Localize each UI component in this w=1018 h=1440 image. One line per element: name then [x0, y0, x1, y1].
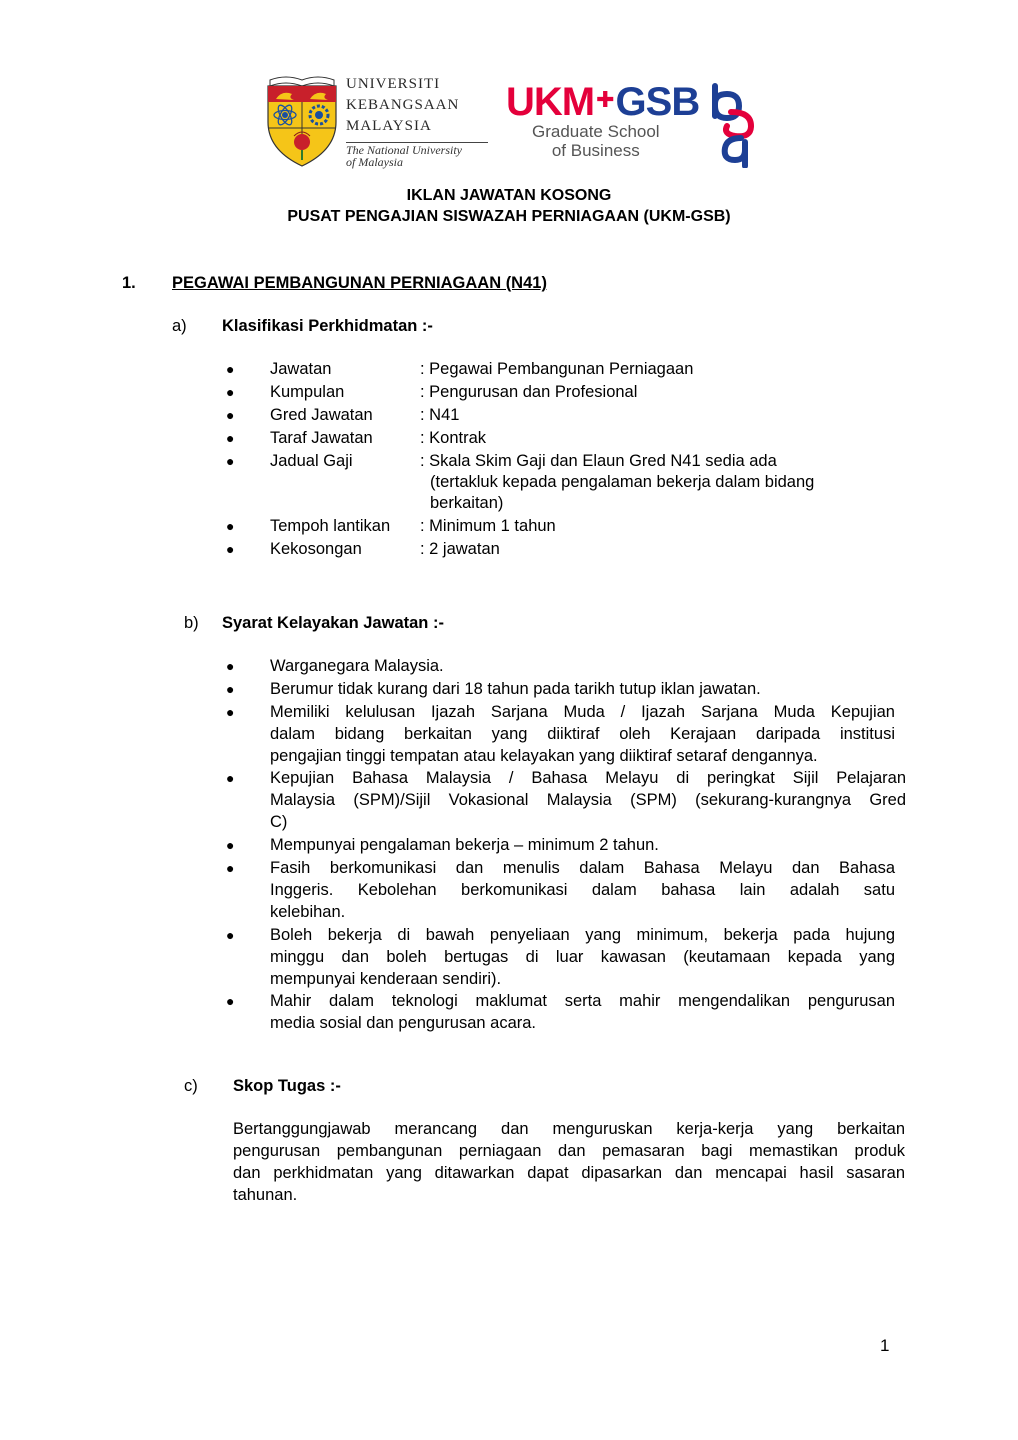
syarat-item: Warganegara Malaysia. — [270, 657, 444, 675]
bullet-icon: ● — [226, 430, 235, 446]
gsb-brand-left: UKM — [506, 80, 595, 124]
bullet-icon: ● — [226, 927, 235, 943]
gsb-subtitle — [532, 122, 660, 160]
syarat-item: Mahir dalam teknologi maklumat serta mahir mengendalikan pengurusan — [270, 992, 895, 1010]
skop-line: Bertanggungjawab merancang dan menguruskan kerja-kerja yang berkaitan — [233, 1120, 905, 1138]
ukm-subtitle — [346, 144, 462, 168]
klasifikasi-label: Kekosongan — [270, 540, 362, 558]
klasifikasi-label: Gred Jawatan — [270, 406, 373, 424]
ukm-name-line2: KEBANGSAAN — [346, 97, 460, 113]
klasifikasi-value: : Skala Skim Gaji dan Elaun Gred N41 sedia ada — [420, 452, 777, 470]
skop-line: dan perkhidmatan yang ditawarkan dapat dipasarkan dan mencapai hasil sasaran — [233, 1164, 905, 1182]
klasifikasi-label: Jadual Gaji — [270, 452, 353, 470]
ukm-name-line1: UNIVERSITI — [346, 76, 441, 92]
section-number: 1. — [122, 274, 136, 292]
klasifikasi-value: : N41 — [420, 406, 460, 424]
syarat-heading: Syarat Kelayakan Jawatan :- — [222, 614, 444, 632]
skop-line: tahunan. — [233, 1186, 298, 1204]
klasifikasi-value-cont: berkaitan) — [430, 494, 504, 512]
ukm-crest-icon — [264, 72, 340, 168]
klasifikasi-value-cont: (tertakluk kepada pengalaman bekerja dalam bidang — [430, 473, 815, 491]
klasifikasi-label: Jawatan — [270, 360, 332, 378]
syarat-letter: b) — [184, 614, 199, 632]
klasifikasi-value: : Pengurusan dan Profesional — [420, 383, 638, 401]
bullet-icon: ● — [226, 407, 235, 423]
ukm-logo — [264, 72, 490, 172]
skop-heading: Skop Tugas :- — [233, 1077, 341, 1095]
klasifikasi-value: : Kontrak — [420, 429, 487, 447]
syarat-item: Kepujian Bahasa Malaysia / Bahasa Melayu di peringkat Sijil Pelajaran — [270, 769, 906, 787]
klasifikasi-letter: a) — [172, 317, 187, 335]
gsb-subtitle-line2: of Business — [551, 141, 640, 160]
klasifikasi-heading: Klasifikasi Perkhidmatan :- — [222, 317, 433, 335]
syarat-item: Memiliki kelulusan Ijazah Sarjana Muda / Ijazah Sarjana Muda Kepujian — [270, 703, 895, 721]
gsb-swirl-icon — [701, 82, 761, 168]
syarat-item-cont: media sosial dan pengurusan acara. — [270, 1014, 537, 1032]
gsb-brand-right: GSB — [615, 80, 700, 124]
ukm-name-line3: MALAYSIA — [346, 118, 432, 134]
klasifikasi-value: : Pegawai Pembangunan Perniagaan — [420, 360, 694, 378]
syarat-item-cont: mempunyai kenderaan sendiri). — [270, 970, 502, 988]
bullet-icon: ● — [226, 860, 235, 876]
klasifikasi-value: : Minimum 1 tahun — [420, 517, 556, 535]
syarat-item-cont: kelebihan. — [270, 903, 346, 921]
bullet-icon: ● — [226, 681, 235, 697]
bullet-icon: ● — [226, 384, 235, 400]
skop-letter: c) — [184, 1077, 198, 1095]
section-title: PEGAWAI PEMBANGUNAN PERNIAGAAN (N41) — [172, 274, 547, 292]
bullet-icon: ● — [226, 361, 235, 377]
klasifikasi-label: Tempoh lantikan — [270, 517, 391, 535]
page-number: 1 — [880, 1336, 890, 1355]
syarat-item-cont: Malaysia (SPM)/Sijil Vokasional Malaysia (SPM) (sekurang-kurangnya Gred — [270, 791, 906, 809]
syarat-item-cont: C) — [270, 813, 288, 831]
bullet-icon: ● — [226, 837, 235, 853]
gsb-subtitle-line1: Graduate School — [532, 122, 660, 141]
ukm-gsb-logo — [506, 78, 762, 170]
syarat-item-cont: minggu dan boleh bertugas di luar kawasan (keutamaan kepada yang — [270, 948, 895, 966]
syarat-item: Boleh bekerja di bawah penyeliaan yang minimum, bekerja pada hujung — [270, 926, 895, 944]
syarat-item-cont: pengajian tinggi tempatan atau kelayakan yang diiktiraf setaraf dengannya. — [270, 747, 818, 765]
bullet-icon: ● — [226, 518, 235, 534]
bullet-icon: ● — [226, 770, 235, 786]
syarat-item-cont: Inggeris. Kebolehan berkomunikasi dalam bahasa lain adalah satu — [270, 881, 895, 899]
page-title: IKLAN JAWATAN KOSONG — [406, 187, 612, 204]
gsb-plus-icon: ✚ — [596, 87, 614, 112]
bullet-icon: ● — [226, 658, 235, 674]
bullet-icon: ● — [226, 541, 235, 557]
ukm-subtitle-line1: The National University — [346, 143, 462, 157]
skop-line: pengurusan pembangunan perniagaan dan pemasaran bagi memastikan produk — [233, 1142, 905, 1160]
syarat-item: Mempunyai pengalaman bekerja – minimum 2 tahun. — [270, 836, 659, 854]
klasifikasi-value: : 2 jawatan — [420, 540, 500, 558]
klasifikasi-label: Taraf Jawatan — [270, 429, 373, 447]
bullet-icon: ● — [226, 993, 235, 1009]
ukm-name — [346, 74, 459, 137]
klasifikasi-label: Kumpulan — [270, 383, 345, 401]
syarat-item: Berumur tidak kurang dari 18 tahun pada tarikh tutup iklan jawatan. — [270, 680, 761, 698]
ukm-subtitle-line2: of Malaysia — [346, 155, 403, 169]
bullet-icon: ● — [226, 704, 235, 720]
bullet-icon: ● — [226, 453, 235, 469]
syarat-item: Fasih berkomunikasi dan menulis dalam Bahasa Melayu dan Bahasa — [270, 859, 895, 877]
syarat-item-cont: dalam bidang berkaitan yang diiktiraf oleh Kerajaan daripada institusi — [270, 725, 895, 743]
page-subtitle: PUSAT PENGAJIAN SISWAZAH PERNIAGAAN (UKM-GSB) — [287, 208, 731, 225]
gsb-wordmark — [506, 78, 699, 124]
